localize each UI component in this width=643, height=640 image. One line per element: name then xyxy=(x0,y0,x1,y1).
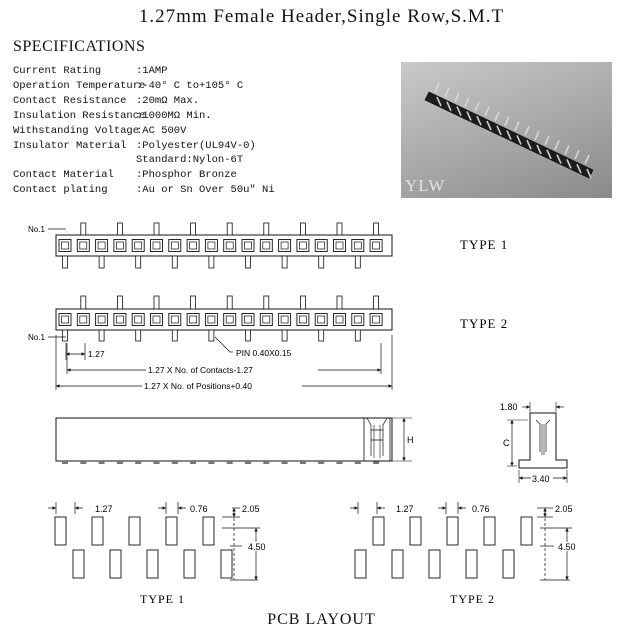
contact-slot xyxy=(336,316,343,323)
contact-cell xyxy=(260,240,272,252)
contact-cell xyxy=(132,240,144,252)
contact-cell xyxy=(96,240,108,252)
pcb-pad xyxy=(73,550,84,578)
positions-dimension: 1.27 X No. of Positions+0.40 xyxy=(144,381,252,391)
no1-label-top: No.1 xyxy=(28,225,45,234)
spec-value: :Au or Sn Over 50u" Ni xyxy=(136,184,275,197)
pcb-pad xyxy=(466,550,477,578)
pcb1-width: 0.76 xyxy=(190,504,208,514)
pin xyxy=(63,256,68,268)
pcb-pad xyxy=(355,550,366,578)
type2-label: TYPE 2 xyxy=(460,316,509,331)
contact-slot xyxy=(336,242,343,249)
contact-cell xyxy=(352,240,364,252)
pcb-pad xyxy=(147,550,158,578)
spec-value: :-40° C to+105° C xyxy=(136,79,244,92)
spec-value: :1000MΩ Min. xyxy=(136,109,212,122)
pcb-pad xyxy=(429,550,440,578)
contact-slot xyxy=(80,316,87,323)
side-foot xyxy=(227,461,233,464)
contact-cell xyxy=(151,314,163,326)
pcb-pad xyxy=(221,550,232,578)
pcb1-dimensions xyxy=(48,502,260,580)
pcb-pad xyxy=(484,517,495,545)
pcb2-span: 4.50 xyxy=(558,542,576,552)
pin xyxy=(154,296,159,309)
pin xyxy=(99,256,104,268)
pin-dimension: PIN 0.40X0.15 xyxy=(236,348,292,358)
contact-slot xyxy=(281,242,288,249)
pin xyxy=(300,223,305,235)
side-foot xyxy=(337,461,343,464)
pin xyxy=(209,330,214,341)
contact-cell xyxy=(352,314,364,326)
contacts-dimension: 1.27 X No. of Contacts-1.27 xyxy=(148,365,253,375)
pin xyxy=(136,330,141,341)
specifications-heading: SPECIFICATIONS xyxy=(13,38,146,55)
pcb-type1-label: TYPE 1 xyxy=(140,592,185,606)
spec-value: :Phosphor Bronze xyxy=(136,169,237,182)
contact-slot xyxy=(135,242,142,249)
contact-cell xyxy=(224,240,236,252)
side-foot xyxy=(208,461,214,464)
pcb-layout-type1 xyxy=(55,517,232,578)
contact-slot xyxy=(354,242,361,249)
pin xyxy=(355,330,360,341)
side-foot xyxy=(99,461,105,464)
side-foot xyxy=(154,461,160,464)
pcb-pad xyxy=(373,517,384,545)
contact-cell xyxy=(132,314,144,326)
type1-top-view xyxy=(56,223,392,268)
pin xyxy=(81,223,86,235)
pin xyxy=(99,330,104,341)
contact-slot xyxy=(373,316,380,323)
side-foot xyxy=(135,461,141,464)
contact-cell xyxy=(297,240,309,252)
contact-slot xyxy=(153,316,160,323)
contact-cell xyxy=(279,314,291,326)
pcb1-span: 4.50 xyxy=(248,542,266,552)
pcb-layout-title: PCB LAYOUT xyxy=(267,611,376,628)
contact-cell xyxy=(77,314,89,326)
type1-pins xyxy=(63,223,379,268)
spec-value: Standard:Nylon-6T xyxy=(136,154,244,167)
contact-slot xyxy=(373,242,380,249)
contact-cell xyxy=(242,314,254,326)
spec-label: Insulation Resistance xyxy=(13,109,146,122)
contact-cell xyxy=(151,240,163,252)
pin xyxy=(172,330,177,341)
contact-slot xyxy=(245,316,252,323)
contact-cell xyxy=(334,240,346,252)
contact-slot xyxy=(171,242,178,249)
contact-slot xyxy=(62,316,69,323)
type1-contacts xyxy=(59,240,382,252)
contact-slot xyxy=(208,316,215,323)
contact-slot xyxy=(226,242,233,249)
spec-value: :1AMP xyxy=(136,65,168,77)
contact-cell xyxy=(224,314,236,326)
contact-slot xyxy=(245,242,252,249)
pin xyxy=(355,256,360,268)
spec-label: Current Rating xyxy=(13,65,102,77)
pcb-pad xyxy=(166,517,177,545)
spec-label: Withstanding Voltage xyxy=(13,124,140,137)
pcb-pad xyxy=(184,550,195,578)
contact-cell xyxy=(205,240,217,252)
pin xyxy=(337,223,342,235)
pin xyxy=(191,296,196,309)
pcb2-pitch: 1.27 xyxy=(396,504,414,514)
side-foot xyxy=(80,461,86,464)
pin xyxy=(63,330,68,341)
pcb-layout-type2 xyxy=(355,517,532,578)
pin xyxy=(117,296,122,309)
pin xyxy=(264,296,269,309)
height-dimension: H xyxy=(407,435,414,445)
contact-slot xyxy=(299,316,306,323)
side-foot xyxy=(318,461,324,464)
contact-slot xyxy=(116,316,123,323)
pcb-pad xyxy=(110,550,121,578)
pcb2-width: 0.76 xyxy=(472,504,490,514)
pin xyxy=(136,256,141,268)
contact-cell xyxy=(114,314,126,326)
type2-top-view xyxy=(56,296,392,341)
contact-cell xyxy=(260,314,272,326)
spec-label: Insulator Material xyxy=(13,139,127,152)
contact-slot xyxy=(190,316,197,323)
contact-slot xyxy=(318,242,325,249)
contact-slot xyxy=(318,316,325,323)
pin xyxy=(264,223,269,235)
pcb-pad xyxy=(203,517,214,545)
side-foot xyxy=(263,461,269,464)
foot-dimension: 3.40 xyxy=(532,474,550,484)
contact-cell xyxy=(370,314,382,326)
end-width-dimension: 1.80 xyxy=(500,402,518,412)
pin xyxy=(319,256,324,268)
contact-cell xyxy=(315,240,327,252)
side-view xyxy=(56,418,412,464)
page-title: 1.27mm Female Header,Single Row,S.M.T xyxy=(138,6,505,27)
pin xyxy=(319,330,324,341)
pin xyxy=(191,223,196,235)
type2-contacts xyxy=(59,314,382,326)
pin xyxy=(154,223,159,235)
pcb-pad xyxy=(55,517,66,545)
spec-value: :20mΩ Max. xyxy=(136,94,200,107)
spec-value: :Polyester(UL94V-0) xyxy=(136,139,256,152)
contact-cell xyxy=(279,240,291,252)
contact-slot xyxy=(190,242,197,249)
end-height-dimension: C xyxy=(503,438,510,448)
pcb-pad xyxy=(129,517,140,545)
contact-cell xyxy=(187,240,199,252)
side-foot xyxy=(355,461,361,464)
contact-slot xyxy=(354,316,361,323)
pin xyxy=(282,256,287,268)
contact-slot xyxy=(98,316,105,323)
side-foot xyxy=(245,461,251,464)
contact-cell xyxy=(315,314,327,326)
pcb-type2-label: TYPE 2 xyxy=(450,592,495,606)
side-foot xyxy=(190,461,196,464)
contact-cell xyxy=(370,240,382,252)
contact-slot xyxy=(62,242,69,249)
pin xyxy=(172,256,177,268)
contact-slot xyxy=(80,242,87,249)
contact-slot xyxy=(299,242,306,249)
contact-slot xyxy=(153,242,160,249)
pcb-pad xyxy=(392,550,403,578)
pitch-dimension: 1.27 xyxy=(88,349,105,359)
side-foot xyxy=(300,461,306,464)
contact-cell xyxy=(59,314,71,326)
contact-slot xyxy=(263,316,270,323)
photo-watermark: YLW xyxy=(405,176,446,195)
pin xyxy=(246,256,251,268)
pcb-pad xyxy=(410,517,421,545)
side-foot xyxy=(172,461,178,464)
pcb-pad xyxy=(92,517,103,545)
contact-cell xyxy=(169,314,181,326)
contact-cell xyxy=(59,240,71,252)
pin xyxy=(81,296,86,309)
side-foot xyxy=(373,461,379,464)
spec-label: Contact Resistance xyxy=(13,94,127,107)
side-foot xyxy=(117,461,123,464)
contact-cell xyxy=(187,314,199,326)
no1-label-bottom: No.1 xyxy=(28,333,45,342)
pin xyxy=(337,296,342,309)
contact-cell xyxy=(114,240,126,252)
pin xyxy=(374,296,379,309)
contact-cell xyxy=(77,240,89,252)
pin xyxy=(246,330,251,341)
side-foot xyxy=(62,461,68,464)
type2-pins xyxy=(63,296,379,341)
pcb2-dimensions xyxy=(350,502,572,580)
contact-cell xyxy=(297,314,309,326)
pcb1-pitch: 1.27 xyxy=(95,504,113,514)
contact-slot xyxy=(208,242,215,249)
side-foot xyxy=(282,461,288,464)
pcb-pad xyxy=(503,550,514,578)
contact-cell xyxy=(334,314,346,326)
pin xyxy=(209,256,214,268)
pin xyxy=(300,296,305,309)
pcb-pad xyxy=(447,517,458,545)
spec-label: Contact Material xyxy=(13,169,114,182)
pin xyxy=(282,330,287,341)
pcb1-pad: 2.05 xyxy=(242,504,260,514)
contact-cell xyxy=(96,314,108,326)
contact-cell xyxy=(205,314,217,326)
pcb2-pad: 2.05 xyxy=(555,504,573,514)
pin xyxy=(374,223,379,235)
contact-slot xyxy=(263,242,270,249)
contact-slot xyxy=(116,242,123,249)
type1-label: TYPE 1 xyxy=(460,237,509,252)
contact-slot xyxy=(281,316,288,323)
end-view xyxy=(507,402,567,483)
contact-slot xyxy=(171,316,178,323)
contact-slot xyxy=(135,316,142,323)
spec-label: Contact plating xyxy=(13,184,108,197)
spec-value: :AC 500V xyxy=(136,124,187,137)
pin xyxy=(227,223,232,235)
contact-slot xyxy=(98,242,105,249)
pin xyxy=(227,296,232,309)
pin xyxy=(117,223,122,235)
spec-label: Operation Temperature xyxy=(13,79,146,92)
contact-slot xyxy=(226,316,233,323)
contact-cell xyxy=(242,240,254,252)
pcb-pad xyxy=(521,517,532,545)
contact-cell xyxy=(169,240,181,252)
